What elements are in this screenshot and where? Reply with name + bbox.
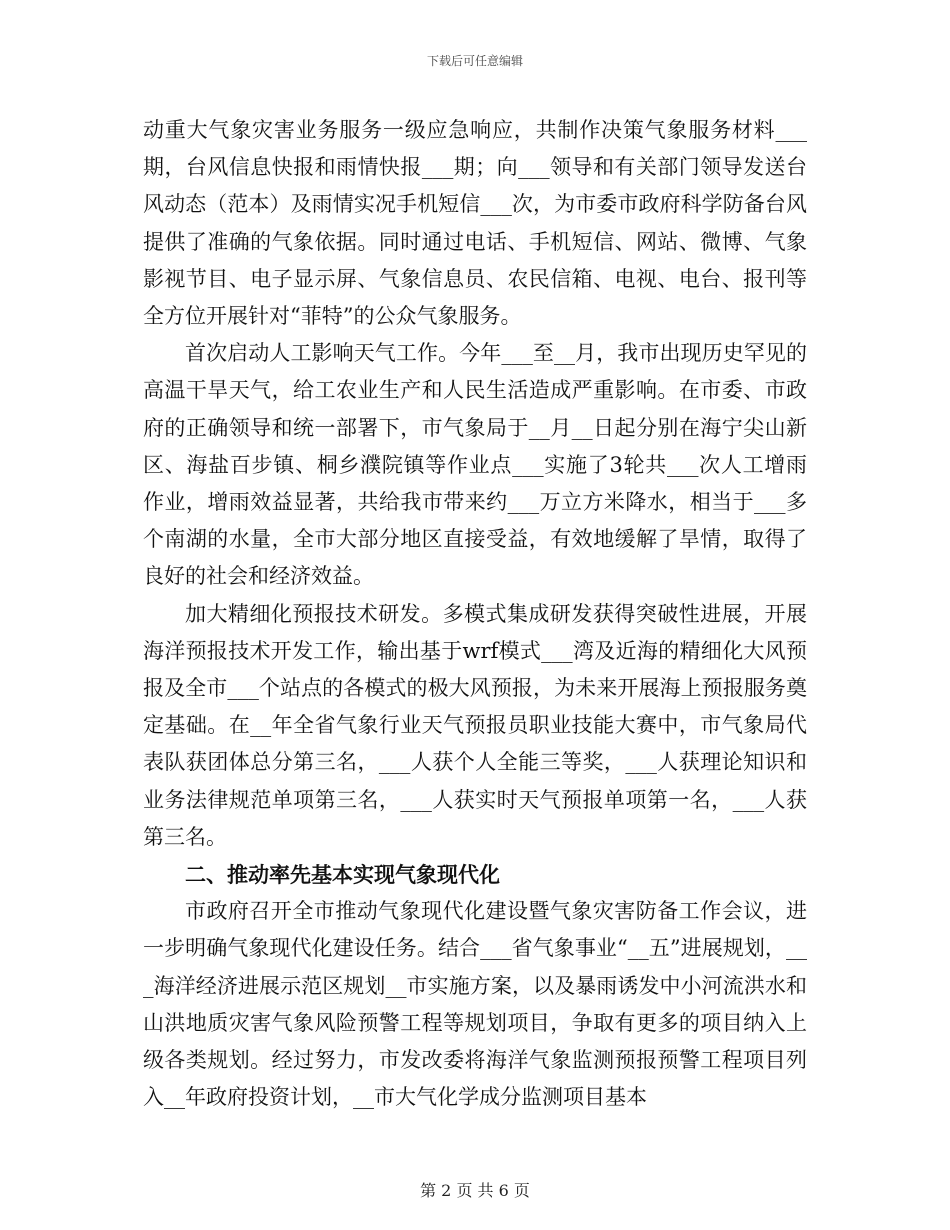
- page-footer: 第 2 页 共 6 页: [420, 1181, 530, 1200]
- paragraph-weather-modification: 首次启动人工影响天气工作。今年___至__月，我市出现历史罕见的高温干旱天气，给工农业生产和人民生活造成严重影响。在市委、市政府的正确领导和统一部署下，市气象局于__月__日起分别在海宁尖山新区、海盐百步镇、桐乡濮院镇等作业点___实施了3轮共___次人工增雨作业，增雨效益显著，共给我市带来约___万立方米降水，相当于___多个南湖的水量，全市大部分地区直接受益，有效地缓解了旱情，取得了良好的社会和经济效益。: [143, 341, 807, 589]
- section-heading: 二、推动率先基本实现气象现代化: [185, 862, 500, 888]
- paragraph-forecast-research: 加大精细化预报技术研发。多模式集成研发获得突破性进展，开展海洋预报技术开发工作，输出基于wrf模式___湾及近海的精细化大风预报及全市___个站点的各模式的极大风预报，为未来开展海上预报服务奠定基础。在__年全省气象行业天气预报员职业技能大赛中，市气象局代表队获团体总分第三名，___人获个人全能三等奖，___人获理论知识和业务法律规范单项第三名，___人获实时天气预报单项第一名，___人获第三名。: [143, 601, 807, 849]
- paragraph-modernization: 市政府召开全市推动气象现代化建设暨气象灾害防备工作会议，进一步明确气象现代化建设任务。结合___省气象事业“__五”进展规划，___海洋经济进展示范区规划__市实施方案，以及暴雨诱发中小河流洪水和山洪地质灾害气象风险预警工程等规划项目，争取有更多的项目纳入上级各类规划。经过努力，市发改委将海洋气象监测预报预警工程项目列入__年政府投资计划，__市大气化学成分监测项目基本: [143, 899, 807, 1110]
- document-body: [143, 112, 807, 1116]
- paragraph-continued: 动重大气象灾害业务服务一级应急响应，共制作决策气象服务材料___期，台风信息快报和雨情快报___期；向___领导和有关部门领导发送台风动态（范本）及雨情实况手机短信___次，为市委市政府科学防备台风提供了准确的气象依据。同时通过电话、手机短信、网站、微博、气象影视节目、电子显示屏、气象信息员、农民信箱、电视、电台、报刊等全方位开展针对“菲特”的公众气象服务。: [143, 118, 807, 329]
- page-header: 下载后可任意编辑: [426, 54, 523, 68]
